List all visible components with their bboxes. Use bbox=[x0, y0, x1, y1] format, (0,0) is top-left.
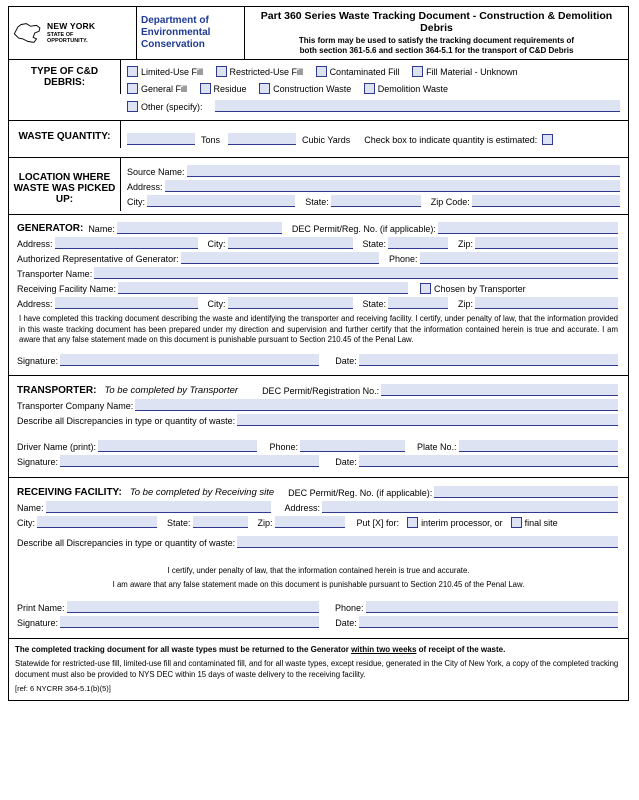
generator-address-label: Address: bbox=[17, 239, 53, 249]
state-label: State: bbox=[305, 197, 329, 207]
facility-zip-input[interactable] bbox=[475, 297, 618, 309]
footer-line-2: Statewide for restricted-use fill, limited-use fill and contaminated fill, and for all waste types, except residue, generated in the City of New York, a copy of the completed tracking document must also be provided to NYS DEC within 15 days of waste delivery to the receiving facility. bbox=[15, 659, 619, 680]
checkbox-label: Contaminated Fill bbox=[329, 66, 400, 77]
final-site-label: final site bbox=[524, 517, 558, 528]
footer-line-1c: of receipt of the waste. bbox=[416, 644, 506, 654]
checkbox-final-site[interactable] bbox=[511, 517, 522, 528]
receiving-discrepancies-label: Describe all Discrepancies in type or quantity of waste: bbox=[17, 537, 236, 548]
receiving-cert-line-1: I certify, under penalty of law, that the information contained herein is true and accurate. bbox=[167, 565, 470, 575]
page-title: Part 360 Series Waste Tracking Document - Construction & Demolition Debris bbox=[260, 10, 613, 34]
generator-dec-permit-input[interactable] bbox=[438, 222, 618, 234]
receiving-subtitle: To be completed by Receiving site bbox=[129, 486, 275, 498]
ny-line2: STATE OF bbox=[47, 31, 74, 38]
plate-no-label: Plate No.: bbox=[417, 441, 457, 452]
checkbox-chosen-by-transporter[interactable] bbox=[420, 283, 431, 294]
receiving-signature-label: Signature: bbox=[17, 617, 59, 628]
checkbox-icon[interactable] bbox=[127, 66, 138, 77]
receiving-discrepancies-input[interactable] bbox=[237, 536, 618, 548]
section-generator bbox=[9, 215, 628, 376]
generator-address-input[interactable] bbox=[55, 237, 198, 249]
generator-certification-text: I have completed this tracking document describing the waste and identifying the transporter and receiving facility. I certify, under penalty of law, that the information provided in this waste tracking document has been prepared under my direction and supervision and further certify that the information contained herein is true and accurate. I am aware that any false statement made on this document is punishable pursuant to Section 210.45 of the Penal Law. bbox=[19, 314, 618, 345]
generator-phone-label: Phone: bbox=[389, 254, 418, 264]
state-input[interactable] bbox=[331, 195, 421, 207]
facility-state-label: State: bbox=[362, 299, 387, 309]
transporter-dec-permit-label: DEC Permit/Registration No.: bbox=[262, 385, 380, 396]
generator-zip-label: Zip: bbox=[458, 239, 474, 249]
city-input[interactable] bbox=[147, 195, 295, 207]
debris-type-label: TYPE OF C&D DEBRIS: bbox=[9, 60, 121, 94]
transporter-title: TRANSPORTER: bbox=[17, 384, 97, 396]
checkbox-label: Other (specify): bbox=[141, 101, 203, 112]
receiving-cert-line-2: I am aware that any false statement made on this document is punishable pursuant to Section 210.45 of the Penal Law. bbox=[112, 580, 525, 590]
debris-type-body bbox=[121, 60, 628, 120]
generator-name-input[interactable] bbox=[117, 222, 282, 234]
city-label: City: bbox=[127, 197, 145, 207]
checkbox-label: General Fill bbox=[141, 83, 188, 94]
generator-zip-input[interactable] bbox=[475, 237, 618, 249]
checkbox-restricted-use-fill[interactable] bbox=[216, 66, 304, 77]
generator-date-input[interactable] bbox=[359, 354, 618, 366]
driver-name-input[interactable] bbox=[98, 440, 257, 452]
facility-city-input[interactable] bbox=[228, 297, 353, 309]
source-name-input[interactable] bbox=[187, 165, 620, 177]
checkbox-icon[interactable] bbox=[364, 83, 375, 94]
receiving-facility-name-input[interactable] bbox=[118, 282, 408, 294]
receiving-state-input[interactable] bbox=[193, 516, 248, 528]
receiving-phone-label: Phone: bbox=[335, 602, 364, 613]
chosen-by-transporter-label: Chosen by Transporter bbox=[434, 284, 526, 294]
section-footer-notes bbox=[9, 639, 628, 700]
checkbox-label: Construction Waste bbox=[273, 83, 352, 94]
receiving-state-label: State: bbox=[167, 517, 191, 528]
checkbox-limited-use-fill[interactable] bbox=[127, 66, 203, 77]
section-location bbox=[9, 158, 628, 215]
address-input[interactable] bbox=[165, 180, 620, 192]
address-label: Address: bbox=[127, 182, 163, 192]
facility-address-input[interactable] bbox=[55, 297, 198, 309]
footer-line-1 bbox=[15, 644, 622, 656]
receiving-address-label: Address: bbox=[284, 502, 321, 513]
transporter-signature-label: Signature: bbox=[17, 456, 59, 467]
waste-quantity-body bbox=[121, 121, 628, 157]
facility-address-label: Address: bbox=[17, 299, 53, 309]
checkbox-icon[interactable] bbox=[127, 83, 138, 94]
checkbox-label: Fill Material - Unknown bbox=[426, 66, 518, 77]
form-title-block bbox=[245, 7, 628, 59]
section-debris-type bbox=[9, 60, 628, 121]
generator-name-label: Name: bbox=[88, 224, 115, 234]
form-header bbox=[9, 7, 628, 60]
transporter-signature-input[interactable] bbox=[60, 455, 319, 467]
receiving-dec-permit-input[interactable] bbox=[434, 486, 618, 498]
generator-title: GENERATOR: bbox=[17, 223, 84, 234]
checkbox-general-fill[interactable] bbox=[127, 83, 187, 94]
receiving-address-input[interactable] bbox=[322, 501, 618, 513]
checkbox-icon[interactable] bbox=[216, 66, 227, 77]
generator-city-input[interactable] bbox=[228, 237, 353, 249]
transporter-company-label: Transporter Company Name: bbox=[17, 400, 134, 411]
tons-input[interactable] bbox=[127, 133, 195, 145]
checkbox-other[interactable] bbox=[127, 101, 203, 112]
facility-state-input[interactable] bbox=[388, 297, 448, 309]
generator-state-label: State: bbox=[362, 239, 387, 249]
checkbox-fill-material-unknown[interactable] bbox=[412, 66, 518, 77]
checkbox-demolition-waste[interactable] bbox=[364, 83, 448, 94]
checkbox-icon[interactable] bbox=[200, 83, 211, 94]
interim-processor-label: interim processor, or bbox=[421, 517, 503, 528]
estimated-note: Check box to indicate quantity is estimated: bbox=[364, 135, 538, 145]
receiving-facility-name-label: Receiving Facility Name: bbox=[17, 284, 117, 294]
transporter-name-label: Transporter Name: bbox=[17, 269, 93, 279]
location-body bbox=[121, 158, 628, 214]
receiving-name-input[interactable] bbox=[46, 501, 271, 513]
receiving-signature-input[interactable] bbox=[60, 616, 319, 628]
checkbox-icon[interactable] bbox=[316, 66, 327, 77]
transporter-date-label: Date: bbox=[335, 456, 357, 467]
receiving-dec-permit-label: DEC Permit/Reg. No. (if applicable): bbox=[288, 487, 433, 498]
receiving-title: RECEIVING FACILITY: bbox=[17, 486, 122, 498]
receiving-date-input[interactable] bbox=[359, 616, 618, 628]
checkbox-quantity-estimated[interactable] bbox=[542, 134, 553, 145]
receiving-city-label: City: bbox=[17, 517, 35, 528]
zip-label: Zip Code: bbox=[430, 197, 470, 207]
facility-zip-label: Zip: bbox=[458, 299, 474, 309]
transporter-discrepancies-input[interactable] bbox=[237, 414, 618, 426]
generator-date-label: Date: bbox=[335, 355, 357, 366]
location-label: LOCATION WHERE WASTE WAS PICKED UP: bbox=[9, 158, 121, 211]
transporter-discrepancies-label: Describe all Discrepancies in type or quantity of waste: bbox=[17, 415, 236, 426]
auth-rep-label: Authorized Representative of Generator: bbox=[17, 254, 179, 264]
checkbox-label: Restricted-Use Fill bbox=[229, 66, 304, 77]
transporter-company-input[interactable] bbox=[135, 399, 618, 411]
waste-quantity-label: WASTE QUANTITY: bbox=[9, 121, 121, 148]
ny-state-logo bbox=[9, 7, 137, 59]
ny-line3: OPPORTUNITY. bbox=[47, 37, 88, 44]
checkbox-label: Demolition Waste bbox=[377, 83, 448, 94]
driver-phone-input[interactable] bbox=[300, 440, 405, 452]
receiving-zip-label: Zip: bbox=[257, 517, 273, 528]
footer-line-1-underlined: within two weeks bbox=[351, 644, 417, 654]
form-subtitle-1: This form may be used to satisfy the tracking document requirements of bbox=[298, 36, 575, 45]
section-receiving-facility bbox=[9, 478, 628, 639]
driver-name-label: Driver Name (print): bbox=[17, 441, 97, 452]
driver-phone-label: Phone: bbox=[269, 441, 299, 452]
ny-state-wordmark bbox=[47, 22, 95, 44]
checkbox-interim-processor[interactable] bbox=[407, 517, 418, 528]
receiving-phone-input[interactable] bbox=[366, 601, 618, 613]
generator-dec-permit-label: DEC Permit/Reg. No. (if applicable): bbox=[291, 224, 436, 234]
transporter-name-input[interactable] bbox=[94, 267, 618, 279]
checkbox-residue[interactable] bbox=[200, 83, 247, 94]
transporter-dec-permit-input[interactable] bbox=[381, 384, 618, 396]
receiving-date-label: Date: bbox=[335, 617, 357, 628]
transporter-date-input[interactable] bbox=[359, 455, 618, 467]
section-transporter bbox=[9, 376, 628, 478]
footer-line-1a: The completed tracking document for all waste types must be returned to the Generator bbox=[15, 644, 352, 654]
checkbox-construction-waste[interactable] bbox=[259, 83, 351, 94]
generator-city-label: City: bbox=[207, 239, 226, 249]
generator-signature-label: Signature: bbox=[17, 355, 59, 366]
generator-signature-input[interactable] bbox=[60, 354, 319, 366]
receiving-city-input[interactable] bbox=[37, 516, 157, 528]
receiving-zip-input[interactable] bbox=[275, 516, 345, 528]
receiving-name-label: Name: bbox=[17, 502, 44, 513]
checkbox-label: Residue bbox=[213, 83, 247, 94]
checkbox-contaminated-fill[interactable] bbox=[316, 66, 400, 77]
receiving-print-name-input[interactable] bbox=[67, 601, 319, 613]
generator-phone-input[interactable] bbox=[420, 252, 618, 264]
put-x-label: Put [X] for: bbox=[356, 517, 400, 528]
department-name: Department of Environmental Conservation bbox=[137, 7, 245, 59]
source-name-label: Source Name: bbox=[127, 167, 185, 177]
auth-rep-input[interactable] bbox=[181, 252, 379, 264]
transporter-subtitle: To be completed by Transporter bbox=[104, 384, 239, 396]
facility-city-label: City: bbox=[207, 299, 226, 309]
tracking-form bbox=[8, 6, 629, 701]
checkbox-icon[interactable] bbox=[259, 83, 270, 94]
checkbox-icon[interactable] bbox=[412, 66, 423, 77]
generator-state-input[interactable] bbox=[388, 237, 448, 249]
section-waste-quantity bbox=[9, 121, 628, 158]
cubic-yards-label: Cubic Yards bbox=[302, 135, 351, 145]
footer-reference: [ref: 6 NYCRR 364-5.1(b)(5)] bbox=[15, 683, 111, 693]
checkbox-label: Limited-Use Fill bbox=[141, 66, 204, 77]
tons-label: Tons bbox=[201, 135, 221, 145]
plate-no-input[interactable] bbox=[459, 440, 618, 452]
zip-input[interactable] bbox=[472, 195, 620, 207]
new-york-state-map-icon bbox=[11, 20, 45, 46]
checkbox-icon[interactable] bbox=[127, 101, 138, 112]
ny-line1: NEW YORK bbox=[47, 20, 96, 31]
form-subtitle-2: both section 361-5.6 and section 364-5.1 for the transport of C&D Debris bbox=[299, 46, 574, 55]
receiving-print-name-label: Print Name: bbox=[17, 602, 65, 613]
other-specify-input[interactable] bbox=[215, 100, 620, 112]
cubic-yards-input[interactable] bbox=[228, 133, 296, 145]
